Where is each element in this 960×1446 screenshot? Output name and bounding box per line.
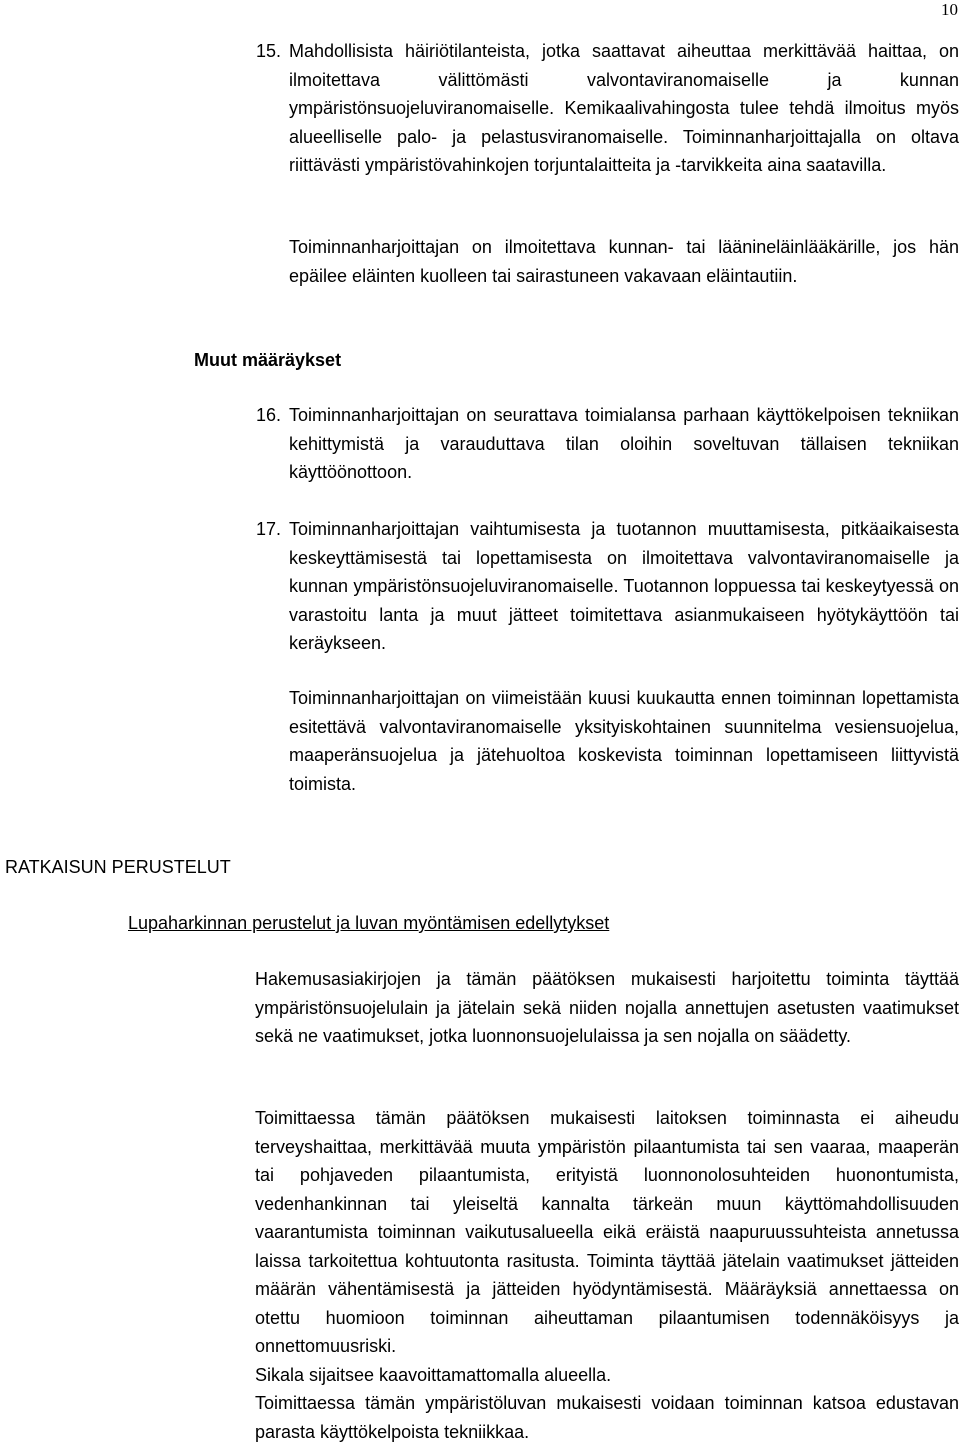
section-heading: Muut määräykset (194, 350, 342, 370)
body-line-group: Toimittaessa tämän päätöksen mukaisesti laitoksen toiminnasta ei aiheudu terveyshaittaa, merkittävää muuta ympäristön pilaantumista tai sen vaaraa, maaperän tai pohjaveden pilaantumista, erityistä luonnonolosuhteiden huonontumista, vedenhankinnan tai yleiseltä kannalta tärkeän muun käyttömahdollisuuden vaarantumista toiminnan vaikutusalueella eikä eräistä naapuruussuhteista annetussa laissa tarkoitettua kohtuutonta rasitusta. (255, 1108, 959, 1271)
item-text: Toiminnanharjoittajan on seurattava toimialansa parhaan käyttökelpoisen tekniikan kehittymistä ja varauduttava tilan oloihin soveltuvan tällaisen tekniikan käyttöönottoon. (289, 405, 959, 482)
item-number: 17. (256, 519, 282, 539)
item-text: Mahdollisista häiriötilanteista, jotka saattavat aiheuttaa merkittävää haittaa, on ilmoitettava välittömästi valvontaviranomaiselle ja kunnan ympäristönsuojeluviranomaiselle. Kemikaalivahingosta tulee tehdä ilmoitus myös alueelliselle palo- ja pelastusviranomaiselle. Toiminnanharjoittajalla on oltava riittävästi ympäristövahinkojen torjuntalaitteita ja -tarvikkeita aina saatavilla. (289, 41, 959, 175)
item-number: 15. (256, 41, 282, 61)
list-item-15-continuation: Toiminnanharjoittajan on ilmoitettava kunnan- tai läänineläinlääkärille, jos hän epäilee eläinten kuolleen tai sairastuneen vakavaan eläintautiin. (289, 237, 959, 286)
item-text: Toiminnanharjoittajan vaihtumisesta ja tuotannon muuttamisesta, pitkäaikaisesta keskeyttämisestä tai lopettamisesta on ilmoitettava valvontaviranomaiselle ja kunnan ympäristönsuojeluviranomaiselle. Tuotannon loppuessa tai keskeytyessä on varastoitu lanta ja muut jätteet toimitettava asianmukaiseen hyötykäyttöön tai keräykseen. (289, 519, 959, 653)
list-item-17 (256, 515, 959, 658)
main-heading: RATKAISUN PERUSTELUT (5, 857, 231, 877)
body-paragraph-1: Hakemusasiakirjojen ja tämän päätöksen mukaisesti harjoitettu toiminta täyttää ympäristönsuojelulain ja jätelain sekä niiden nojalla annettujen asetusten vaatimukset sekä ne vaatimukset, jotka luonnonsuojelulaissa ja sen nojalla on säädetty. (255, 969, 959, 1046)
body-paragraph-2 (255, 1104, 959, 1446)
list-item-16 (256, 401, 959, 487)
body-line-group: Toimittaessa tämän ympäristöluvan mukaisesti voidaan toiminnan katsoa edustavan parasta käyttökelpoista tekniikkaa. (255, 1393, 959, 1442)
item-number: 16. (256, 405, 282, 425)
body-line-group: Toiminta täyttää jätelain vaatimukset jätteiden määrän vähentämisestä ja jätteiden hyödyntämisestä. Määräyksiä annettaessa on otettu huomioon toiminnan aiheuttaman pilaantumisen todennäköisyys ja onnettomuusriski. (255, 1250, 959, 1356)
sub-heading: Lupaharkinnan perustelut ja luvan myöntämisen edellytykset (128, 913, 610, 933)
list-item-15 (256, 37, 959, 180)
list-item-17-continuation: Toiminnanharjoittajan on viimeistään kuusi kuukautta ennen toiminnan lopettamista esitettävä valvontaviranomaiselle yksityiskohtainen suunnitelma vesiensuojelua, maaperänsuojelua ja jätehuoltoa koskevista toiminnan lopettamiseen liittyvistä toimista. (289, 688, 959, 794)
body-line-group: Sikala sijaitsee kaavoittamattomalla alueella. (255, 1364, 612, 1385)
page-number: 10 (941, 0, 958, 19)
